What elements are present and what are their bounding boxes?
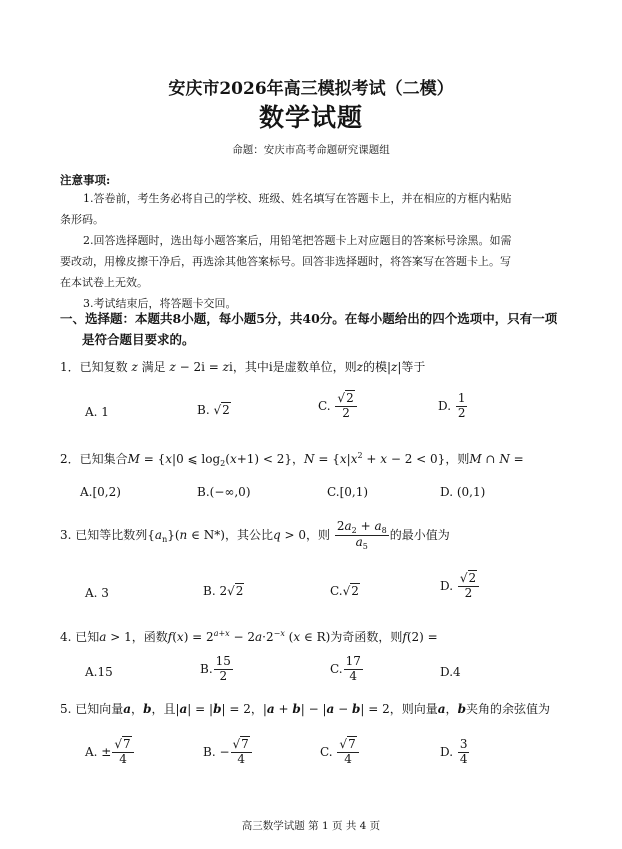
q4-option-c: C. $\frac{17}{4}$ <box>330 654 361 683</box>
q1-option-a: A. 1 <box>85 405 109 419</box>
page-footer: 高三数学试题 第 1 页 共 4 页 <box>241 820 381 832</box>
q5-option-a: A. ± $\frac{√7}{4}$ <box>85 738 135 767</box>
q3-option-d: D. $\frac{√2}{2}$ <box>440 572 480 601</box>
question-2-stem: 2．已知集合M = {x|0 ⩽ $\log_2(x+1) < 2$}，$N = \{x|x^2 + x - 2 < 0\}$，则M ∩ N = <box>60 451 524 468</box>
q3-option-c: C.√2 <box>330 584 359 598</box>
q1-option-d: D. $\frac{1}{2}$ <box>438 391 466 420</box>
q3-option-b: B. 2√2 <box>203 584 244 598</box>
note-3: 3.考试结束后，将答题卡交回。 <box>83 297 237 310</box>
note-2-line-3: 在本试卷上无效。 <box>60 276 148 289</box>
q5-option-d: D. $\frac{3}{4}$ <box>440 737 468 766</box>
note-2-line-1: 2.回答选择题时，选出每小题答案后，用铅笔把答题卡上对应题目的答案标号涂黑。如需 <box>83 234 512 247</box>
q2-option-b: B.(−∞,0) <box>197 485 251 499</box>
note-1-line-1: 1.答卷前，考生务必将自己的学校、班级、姓名填写在答题卡上，并在相应的方框内粘贴 <box>83 192 512 205</box>
q4-option-a: A.15 <box>85 665 113 679</box>
note-1-line-2: 条形码。 <box>60 213 104 226</box>
q1-option-b: B. √2 <box>197 403 230 417</box>
section-1-line-2: 是符合题目要求的。 <box>82 332 195 347</box>
q3-option-a: A. 3 <box>85 586 109 600</box>
section-1-line-1: 一、选择题：本题共8小题，每小题5分，共40分。在每小题给出的四个选项中，只有一项 <box>60 311 558 326</box>
q2-option-a: A.[0,2) <box>80 485 121 499</box>
q5-option-b: B. − $\frac{√7}{4}$ <box>203 738 253 767</box>
q5-option-c: C. $\frac{√7}{4}$ <box>320 738 360 767</box>
exam-title: 安庆市2026年高三模拟考试（二模） <box>168 79 454 99</box>
q4-option-b: B. $\frac{15}{2}$ <box>200 654 231 683</box>
q2-option-c: C.[0,1) <box>327 485 369 499</box>
question-3-stem: 3. 已知等比数列$\{a_n\}(n$ ∈ N*)，其公比q > 0，则 $\frac{2a_2 + a_8}{a_5}$ 的最小值为 <box>60 519 450 552</box>
question-1-stem: 1．已知复数 z 满足 z − 2i = zi，其中i是虚数单位，则z的模|z|等于 <box>60 360 426 374</box>
q2-option-d: D. (0,1) <box>440 485 486 499</box>
question-4-stem: 4. 已知a > 1，函数$f(x) = 2^{a+x} - 2a\cdot 2^{-x}$ (x ∈ R)为奇函数，则f(2) = <box>60 629 438 644</box>
author-line: 命题：安庆市高考命题研究课题组 <box>232 144 390 156</box>
section-1-heading <box>60 308 580 350</box>
notes-heading: 注意事项: <box>60 173 111 187</box>
note-2-line-2: 要改动，用橡皮擦干净后，再选涂其他答案标号。回答非选择题时，将答案写在答题卡上。写 <box>60 255 511 268</box>
q4-option-d: D.4 <box>440 665 461 679</box>
notes-list <box>60 188 570 314</box>
question-5-stem: 5. 已知向量a，b，且|a| = |b| = 2，|a + b| − |a − b| = 2，则向量a，b夹角的余弦值为 <box>60 702 550 716</box>
subject-title: 数学试题 <box>258 103 363 132</box>
q1-option-c: C. $\frac{√2}{2}$ <box>318 392 358 421</box>
